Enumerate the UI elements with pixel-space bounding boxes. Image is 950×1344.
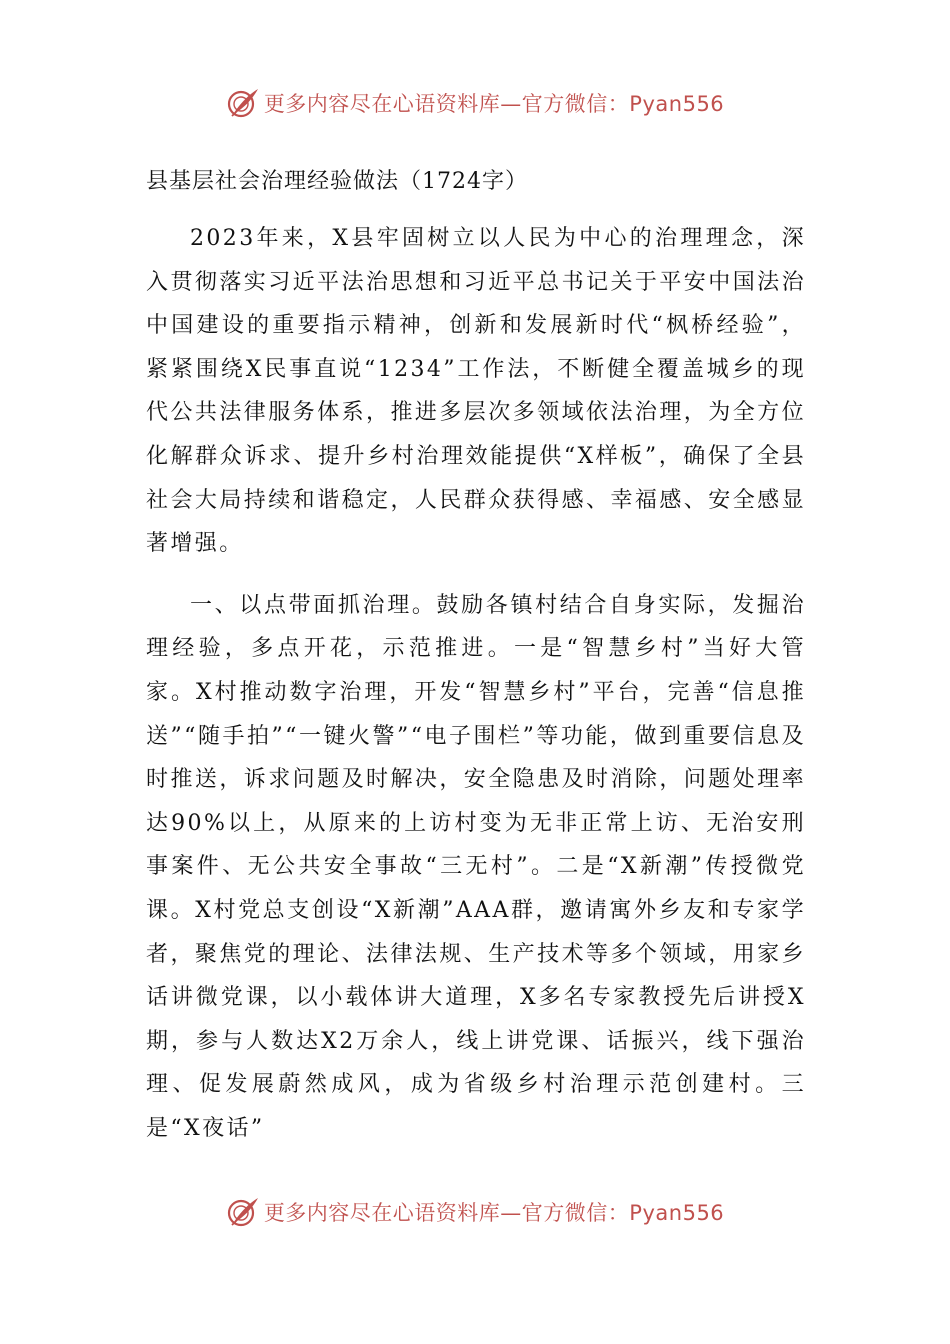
footer-banner-text: 更多内容尽在心语资料库—官方微信：Pyan556: [263, 1201, 725, 1225]
quill-circle-logo-icon: [226, 86, 260, 120]
header-banner: [0, 83, 950, 123]
header-banner-text: 更多内容尽在心语资料库—官方微信：Pyan556: [263, 92, 725, 116]
document-body: [146, 160, 806, 1168]
document-paragraph-intro: 2023年来，X县牢固树立以人民为中心的治理理念，深入贯彻落实习近平法治思想和习近平总书记关于平安中国法治中国建设的重要指示精神，创新和发展新时代“枫桥经验”，紧紧围绕X民事直说“1234”工作法，不断健全覆盖城乡的现代公共法律服务体系，推进多层次多领域依法治理，为全方位化解群众诉求、提升乡村治理效能提供“X样板”，确保了全县社会大局持续和谐稳定，人民群众获得感、幸福感、安全感显著增强。: [146, 226, 806, 557]
header-banner-content: [226, 86, 724, 120]
quill-circle-logo-icon: [226, 1195, 260, 1229]
footer-banner-content: [226, 1195, 724, 1229]
footer-banner: [0, 1192, 950, 1232]
document-title: 县基层社会治理经验做法（1724字）: [146, 169, 528, 194]
document-paragraph-section-1: 一、以点带面抓治理。鼓励各镇村结合自身实际，发掘治理经验，多点开花，示范推进。一是“智慧乡村”当好大管家。X村推动数字治理，开发“智慧乡村”平台，完善“信息推送”“随手拍”“一键火警”“电子围栏”等功能，做到重要信息及时推送，诉求问题及时解决，安全隐患及时消除，问题处理率达90%以上，从原来的上访村变为无非正常上访、无治安刑事案件、无公共安全事故“三无村”。二是“X新潮”传授微党课。X村党总支创设“X新潮”AAA群，邀请寓外乡友和专家学者，聚焦党的理论、法律法规、生产技术等多个领域，用家乡话讲微党课，以小载体讲大道理，X多名专家教授先后讲授X期，参与人数达X2万余人，线上讲党课、话振兴，线下强治理、促发展蔚然成风，成为省级乡村治理示范创建村。三是“X夜话”: [146, 592, 806, 1141]
